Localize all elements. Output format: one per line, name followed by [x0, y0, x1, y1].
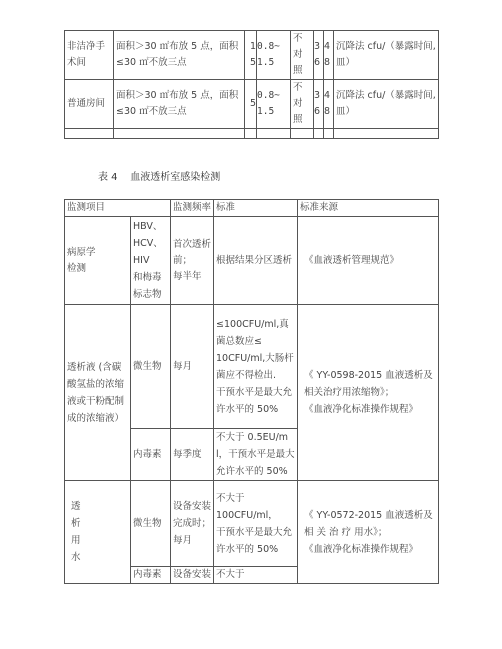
dialysate-endo-label: 内毒素: [131, 429, 171, 481]
c2-cell: 48: [324, 31, 334, 80]
water-source: 《 YY-0572-2015 血液透析及相 关 治 疗 用水》； 《血液净化标准操作规程》: [298, 481, 439, 584]
pathogen-frequency: 首次透析前； 每半年: [171, 217, 214, 305]
requirement-cell: 面积＞30 ㎡布放 5 点，面积≤30 ㎡不放三点: [114, 80, 245, 129]
table-4: [64, 199, 439, 584]
top-row-2: [65, 80, 439, 129]
method-cell: 沉降法 cfu/（暴露时间,皿）: [334, 31, 439, 80]
water-endo-label: 内毒素: [131, 567, 171, 584]
water-micro-frequency: 设备安装完成时； 每月: [171, 481, 214, 567]
top-row-empty: [65, 129, 439, 139]
water-item: 透 析 用 水: [65, 481, 131, 584]
dialysate-micro-row: [65, 305, 439, 429]
water-endo-frequency: 设备安装: [171, 567, 214, 584]
c2-cell: 48: [324, 80, 334, 129]
count-cell: 5: [245, 80, 257, 129]
top-row-1: [65, 31, 439, 80]
header-source: 标准来源: [298, 200, 439, 217]
method-cell: 沉降法 cfu/（暴露时间,皿）: [334, 80, 439, 129]
pathogen-row: [65, 217, 439, 305]
dialysate-micro-standard: ≤100CFU/ml,真菌总数应≤ 10CFU/ml,大肠杆菌应不得检出. 干预水平是最大允许水平的 50%: [214, 305, 298, 429]
dialysate-source: 《 YY-0598-2015 血液透析及相关治疗用浓缩物》； 《血液净化标准操作规程》: [298, 305, 439, 481]
water-micro-label: 微生物: [131, 481, 171, 567]
position-cell: 不对照: [291, 31, 314, 80]
dialysate-micro-label: 微生物: [131, 305, 171, 429]
dialysate-endo-standard: 不大于 0.5EU/ml，干预水平是最大允许水平的 50%: [214, 429, 298, 481]
height-cell: 0.8~1.5: [257, 31, 291, 80]
table-header-row: [65, 200, 439, 217]
table-caption: 表 4 血液透析室感染检测: [98, 172, 221, 183]
header-frequency: 监测频率: [171, 200, 214, 217]
requirement-cell: 面积＞30 ㎡布放 5 点，面积≤30 ㎡不放三点: [114, 31, 245, 80]
area-cell: 普通房间: [65, 80, 114, 129]
header-standard: 标准: [214, 200, 298, 217]
pathogen-markers: HBV、 HCV、 HIV 和梅毒 标志物: [131, 217, 171, 305]
pathogen-source: 《血液透析管理规范》: [298, 217, 439, 305]
count-cell: 15: [245, 31, 257, 80]
height-cell: 0.8~1.5: [257, 80, 291, 129]
dialysate-endo-frequency: 每季度: [171, 429, 214, 481]
water-endo-standard: 不大于: [214, 567, 298, 584]
area-cell: 非洁净手术间: [65, 31, 114, 80]
c1-cell: 36: [314, 31, 324, 80]
pathogen-item: 病原学 检测: [65, 217, 131, 305]
dialysate-item: 透析液 (含碳酸氢盐的浓缩液或干粉配制成的浓缩液）: [65, 305, 131, 481]
dialysate-micro-frequency: 每月: [171, 305, 214, 429]
pathogen-standard: 根据结果分区透析: [214, 217, 298, 305]
position-cell: 不对照: [291, 80, 314, 129]
water-micro-standard: 不大于 100CFU/ml， 干预水平是最大允许水平的 50%: [214, 481, 298, 567]
top-table: [64, 30, 439, 139]
header-item: 监测项目: [65, 200, 171, 217]
c1-cell: 36: [314, 80, 324, 129]
water-micro-row: [65, 481, 439, 567]
